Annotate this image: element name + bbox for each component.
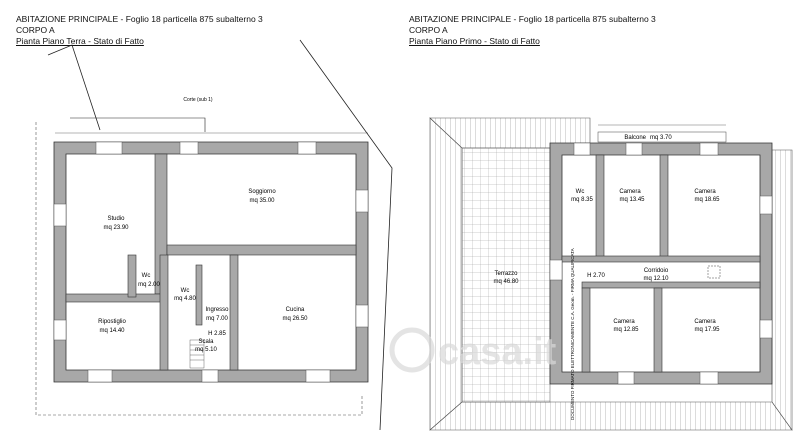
windows-ground xyxy=(54,142,368,382)
right-header-line2: CORPO A xyxy=(409,25,448,35)
room-wc-area: mq 4.80 xyxy=(174,296,196,302)
corte-boundary xyxy=(48,45,100,130)
left-header-line1: ABITAZIONE PRINCIPALE - Foglio 18 particella 875 subalterno 3 xyxy=(16,14,263,24)
right-header-line3: Pianta Piano Primo - Stato di Fatto xyxy=(409,36,540,46)
room-soggiorno-area: mq 35.00 xyxy=(249,198,275,204)
room-camera4-name: Camera xyxy=(694,319,716,325)
room-terrazzo-name: Terrazzo xyxy=(494,271,518,277)
interior-walls-first xyxy=(562,155,760,372)
left-header-line2: CORPO A xyxy=(16,25,55,35)
room-wc-first-name: Wc xyxy=(575,189,585,195)
right-plan xyxy=(430,118,792,430)
balcone-name: Balcone mq 3.70 xyxy=(624,135,672,141)
roof-hatch-right xyxy=(772,150,792,430)
room-scala-area: mq 5.10 xyxy=(195,347,217,353)
room-camera2-name: Camera xyxy=(694,189,716,195)
skylight-icon xyxy=(708,266,720,278)
room-corridoio-area: mq 12.10 xyxy=(643,276,669,282)
room-ingresso-name: Ingresso xyxy=(205,307,229,313)
room-studio-area: mq 23.90 xyxy=(103,225,129,231)
room-wc-name: Wc xyxy=(180,288,190,294)
height-label-ground: H 2.85 xyxy=(208,331,226,337)
room-wc-first-area: mq 8.35 xyxy=(571,197,593,203)
room-soggiorno-name: Soggiorno xyxy=(248,189,276,195)
room-corridoio-name: Corridoio xyxy=(643,268,669,274)
room-camera3-area: mq 12.85 xyxy=(613,327,639,333)
room-terrazzo-area: mq 46.80 xyxy=(493,279,519,285)
casa-it-watermark xyxy=(392,330,557,373)
room-ingresso-area: mq 7.00 xyxy=(206,316,228,322)
room-camera1-name: Camera xyxy=(619,189,641,195)
height-label-first: H 2.70 xyxy=(587,273,605,279)
room-camera2-area: mq 18.65 xyxy=(694,197,720,203)
corte-label: Corte (sub 1) xyxy=(183,97,213,103)
room-cucina-area: mq 26.50 xyxy=(282,316,308,322)
roof-hatch-bottom xyxy=(430,402,792,430)
room-camera4-area: mq 17.95 xyxy=(694,327,720,333)
watermark-text: casa.it xyxy=(438,331,557,373)
room-ripostiglio-name: Ripostiglio xyxy=(98,319,126,325)
vertical-signature-note: DOCUMENTO FIRMATO ELETTRONICAMENTE C.A. Geom. - FIRMA QUALIFICATA xyxy=(570,248,575,420)
corte-inner-line xyxy=(70,118,205,132)
left-plan xyxy=(36,40,392,430)
room-wc-small-area: mq 2.00 xyxy=(138,282,160,288)
right-header-line1: ABITAZIONE PRINCIPALE - Foglio 18 particella 875 subalterno 3 xyxy=(409,14,656,24)
roof-hatch xyxy=(430,118,462,430)
room-cucina-name: Cucina xyxy=(285,307,305,313)
room-camera1-area: mq 13.45 xyxy=(619,197,645,203)
left-header-line3: Pianta Piano Terra - Stato di Fatto xyxy=(16,36,144,46)
room-scala-name: Scala xyxy=(198,339,214,345)
room-wc-small-name: Wc xyxy=(141,273,151,279)
room-ripostiglio-area: mq 14.40 xyxy=(99,328,125,334)
interior-walls xyxy=(66,154,356,370)
room-camera3-name: Camera xyxy=(613,319,635,325)
outer-walls xyxy=(54,142,368,382)
room-studio-name: Studio xyxy=(107,216,125,222)
